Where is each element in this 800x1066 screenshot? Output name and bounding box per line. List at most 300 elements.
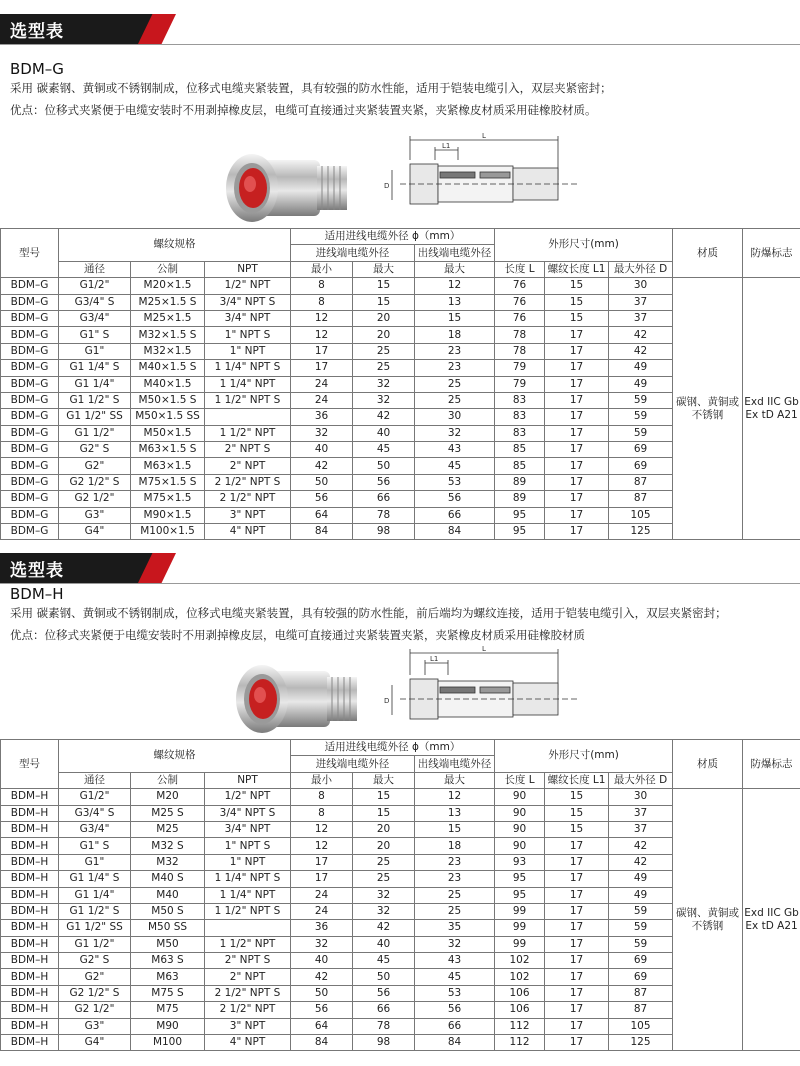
table-cell: 15 [545,789,609,805]
table-cell: 8 [291,789,353,805]
table-cell: 25 [353,343,415,359]
table-cell: 13 [415,294,495,310]
table-cell: 105 [609,1018,673,1034]
table-cell: 12 [291,327,353,343]
table-cell: M63×1.5 [131,458,205,474]
table-cell: 85 [495,458,545,474]
table-cell: 90 [495,838,545,854]
table-cell: 32 [353,376,415,392]
table-cell: 42 [353,409,415,425]
table-cell: 125 [609,1035,673,1051]
table-cell: 17 [545,507,609,523]
table-cell: 42 [353,920,415,936]
col-length: 长度 L [495,772,545,788]
table-cell: 15 [353,278,415,294]
technical-drawing [380,645,590,745]
table-cell: 15 [545,805,609,821]
col-type: 型号 [1,229,59,278]
table-cell: M25×1.5 S [131,294,205,310]
table-cell: 17 [545,425,609,441]
table-cell: 59 [609,425,673,441]
table-cell: 87 [609,985,673,1001]
table-cell: 99 [495,936,545,952]
table-cell: BDM–H [1,1035,59,1051]
table-cell: 17 [291,360,353,376]
product-photo [232,653,362,741]
material-cell: 碳钢、黄铜或不锈钢 [673,278,743,540]
table-cell: 3/4" NPT [205,310,291,326]
table-cell: BDM–G [1,327,59,343]
explosion-cell: Exd IIC Gb Ex tD A21 [743,278,800,540]
table-cell: 45 [415,458,495,474]
table-cell: 90 [495,805,545,821]
table-cell: 17 [545,392,609,408]
table-cell: 56 [291,1002,353,1018]
col-max-od: 最大外径 D [609,261,673,277]
table-cell: 37 [609,821,673,837]
table-cell: G1" [59,343,131,359]
table-cell: BDM–H [1,789,59,805]
table-cell: 17 [291,854,353,870]
table-cell: G3/4" [59,310,131,326]
table-cell: BDM–H [1,854,59,870]
table-cell: 69 [609,458,673,474]
table-cell: 95 [495,871,545,887]
table-cell: G1 1/2" S [59,903,131,919]
table-cell: 17 [545,887,609,903]
table-cell: G2 1/2" S [59,474,131,490]
model-name: BDM–H [10,585,64,603]
table-cell: 25 [415,392,495,408]
col-length: 长度 L [495,261,545,277]
table-cell: 43 [415,442,495,458]
table-cell: 23 [415,360,495,376]
table-cell: M20×1.5 [131,278,205,294]
table-cell: 99 [495,903,545,919]
table-cell: 42 [291,458,353,474]
table-cell: 1" NPT [205,854,291,870]
table-cell: 1 1/4" NPT [205,887,291,903]
table-row [1,278,800,294]
table-cell: BDM–H [1,903,59,919]
section-header [0,553,800,583]
table-cell: 1 1/2" NPT [205,936,291,952]
table-cell: BDM–G [1,392,59,408]
table-cell: 25 [415,903,495,919]
section-header [0,14,800,44]
table-cell: M25 [131,821,205,837]
table-cell: 25 [353,854,415,870]
table-cell: M100 [131,1035,205,1051]
dim-l1: L1 [430,655,439,663]
description-line: 采用 碳素钢、黄铜或不锈钢制成，位移式电缆夹紧装置，具有较强的防水性能，前后端均为螺纹连接，适用于铠装电缆引入，双层夹紧密封； [10,606,727,620]
col-dims: 外形尺寸(mm) [495,229,673,262]
table-cell: 23 [415,871,495,887]
col-dims: 外形尺寸(mm) [495,740,673,773]
table-cell: G3/4" S [59,805,131,821]
table-cell: M32 [131,854,205,870]
table-cell: 17 [545,360,609,376]
table-cell: 66 [353,1002,415,1018]
col-type: 型号 [1,740,59,789]
table-cell: G1/2" [59,278,131,294]
table-cell: 17 [545,903,609,919]
table-cell: G3/4" [59,821,131,837]
table-cell: 89 [495,474,545,490]
table-cell: BDM–H [1,1002,59,1018]
table-cell: 83 [495,392,545,408]
table-cell: 59 [609,903,673,919]
table-cell: 18 [415,327,495,343]
table-cell: 36 [291,920,353,936]
col-material: 材质 [673,229,743,278]
table-cell: 56 [415,1002,495,1018]
table-cell: 12 [415,789,495,805]
table-cell: 30 [609,278,673,294]
table-cell: 90 [495,789,545,805]
table-cell: 17 [545,985,609,1001]
table-cell: BDM–H [1,805,59,821]
table-cell: 3/4" NPT S [205,805,291,821]
table-cell: 20 [353,327,415,343]
dim-l: L [482,645,486,653]
table-cell: M63×1.5 S [131,442,205,458]
table-cell: M40×1.5 [131,376,205,392]
table-cell: G1" [59,854,131,870]
table-cell: 99 [495,920,545,936]
table-cell: 32 [291,936,353,952]
table-cell: G1/2" [59,789,131,805]
table-cell: 4" NPT [205,1035,291,1051]
table-cell: 2 1/2" NPT S [205,474,291,490]
table-cell: 106 [495,1002,545,1018]
table-cell: 23 [415,854,495,870]
table-cell: BDM–G [1,491,59,507]
table-cell: 23 [415,343,495,359]
table-cell: 32 [291,425,353,441]
product-photo [222,142,352,230]
table-cell: 1 1/4" NPT S [205,360,291,376]
table-cell: 56 [415,491,495,507]
table-cell [205,920,291,936]
table-cell: 76 [495,278,545,294]
table-cell: 66 [415,1018,495,1034]
table-cell: 17 [545,871,609,887]
table-cell: G2" [59,458,131,474]
table-cell: BDM–H [1,936,59,952]
table-cell: G3/4" S [59,294,131,310]
table-cell: BDM–G [1,278,59,294]
table-cell: 32 [353,903,415,919]
table-cell: 12 [291,821,353,837]
table-cell: 1" NPT S [205,838,291,854]
col-cable: 适用进线电缆外径 ϕ（mm） [291,740,495,756]
table-cell: M75 S [131,985,205,1001]
advantage-line: 优点：位移式夹紧便于电缆安装时不用剥掉橡皮层，电缆可直接通过夹紧装置夹紧，夹紧橡皮材质采用硅橡胶材质。 [10,103,597,117]
table-cell: M50×1.5 SS [131,409,205,425]
table-cell: G2" [59,969,131,985]
table-cell: 83 [495,425,545,441]
table-cell: M50 S [131,903,205,919]
col-explosion: 防爆标志 [743,740,800,789]
table-cell: 17 [545,442,609,458]
table-cell: 49 [609,360,673,376]
table-row [1,789,800,805]
table-cell: 56 [353,985,415,1001]
table-cell: M90 [131,1018,205,1034]
table-cell: 17 [545,838,609,854]
table-cell: BDM–H [1,887,59,903]
table-cell: 40 [353,425,415,441]
table-cell: 64 [291,1018,353,1034]
spec-table [0,739,800,1051]
table-cell: M25 S [131,805,205,821]
table-cell: 2" NPT S [205,442,291,458]
table-cell: G1 1/4" S [59,871,131,887]
table-cell: 69 [609,969,673,985]
table-cell: M25×1.5 [131,310,205,326]
table-cell: 66 [353,491,415,507]
table-cell: 24 [291,903,353,919]
table-cell: G1" S [59,327,131,343]
material-cell: 碳钢、黄铜或不锈钢 [673,789,743,1051]
table-cell: G1 1/4" [59,376,131,392]
table-cell: 2" NPT [205,969,291,985]
table-cell: 66 [415,507,495,523]
table-cell: 30 [609,789,673,805]
table-cell: 49 [609,376,673,392]
table-cell: 98 [353,524,415,540]
section-title: 选型表 [10,22,64,42]
table-cell: BDM–H [1,953,59,969]
col-tongjing: 通径 [59,261,131,277]
description-line: 采用 碳素钢、黄铜或不锈钢制成，位移式电缆夹紧装置，具有较强的防水性能，适用于铠装电缆引入，双层夹紧密封； [10,81,612,95]
table-cell: BDM–G [1,409,59,425]
table-cell: 17 [545,327,609,343]
table-cell: 32 [415,425,495,441]
table-cell: 15 [545,294,609,310]
table-cell: G1 1/2" [59,425,131,441]
table-cell: 59 [609,920,673,936]
table-cell: M40×1.5 S [131,360,205,376]
table-cell: 78 [353,1018,415,1034]
table-cell: 15 [353,294,415,310]
col-min: 最小 [291,772,353,788]
col-npt: NPT [205,772,291,788]
col-max: 最大 [353,261,415,277]
table-cell: BDM–G [1,294,59,310]
col-cable: 适用进线电缆外径 ϕ（mm） [291,229,495,245]
technical-drawing [380,130,590,235]
table-cell: BDM–G [1,474,59,490]
table-cell: 56 [291,491,353,507]
table-cell: 59 [609,409,673,425]
table-cell: BDM–H [1,871,59,887]
table-cell: 20 [353,821,415,837]
table-cell: 17 [545,458,609,474]
table-cell: G3" [59,1018,131,1034]
col-metric: 公制 [131,772,205,788]
table-cell: M32 S [131,838,205,854]
table-cell: M20 [131,789,205,805]
table-cell: 4" NPT [205,524,291,540]
table-cell: M50 [131,936,205,952]
col-cable-in: 进线端电缆外径 [291,756,415,772]
table-cell: 2 1/2" NPT [205,1002,291,1018]
table-cell: G2 1/2" [59,1002,131,1018]
table-cell: 89 [495,491,545,507]
table-cell: 102 [495,969,545,985]
table-cell: 13 [415,805,495,821]
table-cell: 30 [415,409,495,425]
table-cell: 17 [291,871,353,887]
table-cell: BDM–G [1,524,59,540]
advantage-line: 优点：位移式夹紧便于电缆安装时不用剥掉橡皮层，电缆可直接通过夹紧装置夹紧，夹紧橡皮材质采用硅橡胶材质 [10,628,585,642]
table-cell: M63 S [131,953,205,969]
model-name: BDM–G [10,60,64,78]
table-cell: 50 [353,969,415,985]
table-cell: 83 [495,409,545,425]
explosion-cell: Exd IIC Gb Ex tD A21 [743,789,800,1051]
table-cell: 17 [545,1002,609,1018]
table-cell: 42 [609,838,673,854]
table-cell: BDM–H [1,838,59,854]
table-cell: 50 [291,985,353,1001]
table-cell: G2 1/2" [59,491,131,507]
table-cell: 17 [545,474,609,490]
table-cell: 37 [609,805,673,821]
table-cell: 112 [495,1035,545,1051]
table-cell: BDM–H [1,821,59,837]
table-cell: 43 [415,953,495,969]
table-cell: 20 [353,838,415,854]
table-cell: 93 [495,854,545,870]
table-cell: 49 [609,887,673,903]
table-cell: 1 1/4" NPT S [205,871,291,887]
table-cell: 20 [353,310,415,326]
table-cell: G1 1/4" [59,887,131,903]
table-cell: 79 [495,376,545,392]
table-cell: 76 [495,294,545,310]
dim-l: L [482,132,486,140]
table-cell: 17 [545,936,609,952]
table-cell: G1 1/2" [59,936,131,952]
table-cell: 1" NPT S [205,327,291,343]
table-cell: 2 1/2" NPT [205,491,291,507]
table-cell: BDM–G [1,507,59,523]
table-cell: 56 [353,474,415,490]
table-cell: BDM–G [1,343,59,359]
table-cell: 24 [291,392,353,408]
table-cell: G1" S [59,838,131,854]
table-cell: BDM–G [1,376,59,392]
table-cell: 15 [415,310,495,326]
table-cell: 15 [545,821,609,837]
col-cable-in: 进线端电缆外径 [291,245,415,261]
table-cell: G4" [59,1035,131,1051]
table-cell: BDM–H [1,985,59,1001]
table-cell: 1 1/2" NPT S [205,392,291,408]
table-cell: 112 [495,1018,545,1034]
table-cell: 87 [609,1002,673,1018]
table-cell: 17 [545,854,609,870]
table-cell: M50 SS [131,920,205,936]
table-cell: M50×1.5 [131,425,205,441]
table-cell: 40 [353,936,415,952]
table-cell: 32 [353,392,415,408]
section-title: 选型表 [10,561,64,581]
table-cell: 64 [291,507,353,523]
table-cell: G2" S [59,442,131,458]
table-cell: 45 [415,969,495,985]
table-cell: 76 [495,310,545,326]
table-cell: 3" NPT [205,507,291,523]
table-cell: 95 [495,887,545,903]
table-cell: M63 [131,969,205,985]
table-cell: 79 [495,360,545,376]
table-cell: G1 1/2" SS [59,920,131,936]
table-cell: 32 [415,936,495,952]
table-cell: 69 [609,442,673,458]
table-cell: 105 [609,507,673,523]
table-cell: G1 1/2" S [59,392,131,408]
table-cell: 42 [609,327,673,343]
table-cell: M32×1.5 S [131,327,205,343]
table-cell: G2" S [59,953,131,969]
table-cell: 1 1/2" NPT [205,425,291,441]
table-cell: M75 [131,1002,205,1018]
table-cell: 2 1/2" NPT S [205,985,291,1001]
table-cell: 84 [415,1035,495,1051]
col-max: 最大 [353,772,415,788]
table-cell: 17 [545,524,609,540]
table-cell: 87 [609,474,673,490]
col-thread-length: 螺纹长度 L1 [545,772,609,788]
table-cell: 37 [609,294,673,310]
table-cell: 18 [415,838,495,854]
table-cell: 87 [609,491,673,507]
table-cell: 37 [609,310,673,326]
table-cell: 49 [609,871,673,887]
table-cell: M75×1.5 [131,491,205,507]
table-cell: 8 [291,278,353,294]
table-cell: 25 [353,871,415,887]
table-cell: 12 [291,838,353,854]
table-cell: 78 [495,343,545,359]
table-cell: 102 [495,953,545,969]
table-cell: M100×1.5 [131,524,205,540]
col-thread: 螺纹规格 [59,229,291,262]
col-thread-length: 螺纹长度 L1 [545,261,609,277]
table-cell: 17 [545,409,609,425]
table-cell: 15 [353,789,415,805]
table-cell: 40 [291,953,353,969]
table-cell: 15 [415,821,495,837]
table-cell: 17 [291,343,353,359]
table-cell: 17 [545,969,609,985]
table-cell: 17 [545,1018,609,1034]
table-cell: 32 [353,887,415,903]
table-cell: 50 [291,474,353,490]
table-cell: 24 [291,376,353,392]
table-cell: G1 1/4" S [59,360,131,376]
table-cell: 15 [545,278,609,294]
col-tongjing: 通径 [59,772,131,788]
table-cell: 85 [495,442,545,458]
table-cell: BDM–H [1,920,59,936]
table-cell: 12 [415,278,495,294]
col-cable-out: 出线端电缆外径 [415,245,495,261]
